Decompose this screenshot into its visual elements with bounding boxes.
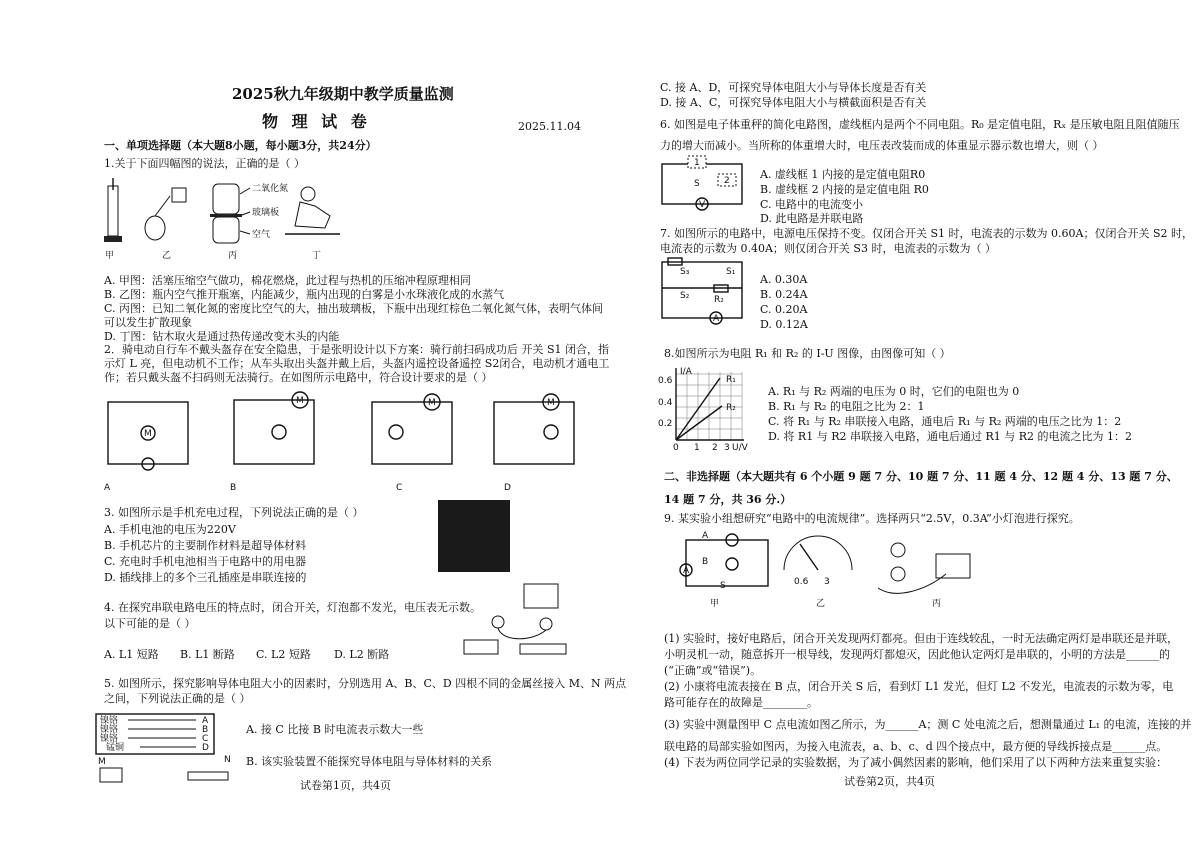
wire-material: 镍铬: [100, 734, 119, 744]
q5-option-d: D. 接 A、C，可探究导体电阻大小与横截面积是否有关: [660, 96, 927, 109]
q9-part1-line2: 小明灵机一动，随意拆开一根导线，发现两灯都熄灭，因此他认定两灯是串联的，小明的方法是______的: [664, 648, 1170, 661]
q9-part2-line2: 路可能存在的故障是________。: [664, 696, 818, 709]
charging-photo: [438, 500, 510, 572]
q1-fig-label: 丙: [228, 251, 238, 261]
svg-text:S: S: [720, 581, 726, 591]
q8-option-b: B. R₁ 与 R₂ 的电阻之比为 2：1: [768, 400, 925, 413]
q3-option-a: A. 手机电池的电压为220V: [104, 523, 236, 536]
q1-option-a: A. 甲图：活塞压缩空气做功，棉花燃烧，此过程与热机的压缩冲程原理相同: [104, 274, 471, 287]
q4-option-b: B. L1 断路: [180, 648, 235, 661]
svg-text:S: S: [694, 179, 700, 189]
q2-option-label: A: [104, 483, 111, 493]
circuit-a: [108, 402, 188, 470]
q9-part2-line1: (2) 小康将电流表接在 B 点，闭合开关 S 后，看到灯 L1 发光，但灯 L2 不发光，电流表的示数为零，电: [664, 680, 1174, 693]
q1-option-c-cont: 可以发生扩散现象: [104, 316, 192, 329]
q5-option-b: B. 该实验装置不能探究导体电阻与导体材料的关系: [246, 755, 493, 768]
q9-part4: (4) 下表为两位同学记录的实验数据，为了减小偶然因素的影响，他们采用了以下两种方法来重复实验：: [664, 756, 1168, 769]
q8-stem: 8.如图所示为电阻 R₁ 和 R₂ 的 I-U 图像，由图像可知（ ）: [664, 347, 951, 360]
q9-ammeter-yi: [784, 536, 852, 587]
q6-option-a: A. 虚线框 1 内接的是定值电阻R0: [760, 168, 926, 181]
wire-material: 镍铬: [100, 725, 119, 735]
q3-option-b: B. 手机芯片的主要制作材料是超导体材料: [104, 539, 307, 552]
q1-fig-label: 甲: [105, 251, 115, 261]
svg-text:A: A: [713, 314, 720, 324]
x-tick-label: 3: [724, 443, 730, 453]
q5-option-a: A. 接 C 比接 B 时电流表示数大一些: [246, 723, 424, 736]
q9-part3-line2: 联电路的局部实验如图丙，为接入电流表，a、b、c、d 四个接点中，最方便的导线拆接点是______点。: [664, 740, 1168, 753]
svg-text:3: 3: [824, 577, 830, 587]
wire-material: 锰铜: [106, 743, 125, 753]
svg-text:A: A: [683, 566, 690, 576]
q5-line1: 5. 如图所示，探究影响导体电阻大小的因素时，分别选用 A、B、C、D 四根不同的金属丝接入 M、N 两点: [104, 677, 627, 690]
q1-fig-label: 丁: [312, 251, 322, 261]
section-two-heading: 二、非选择题（本大题共有 6 个小题 9 题 7 分、10 题 7 分、11 题 4 分、12 题 4 分、13 题 7 分、: [664, 470, 1178, 483]
q7-option-d: D. 0.12A: [760, 318, 808, 331]
q1-fig-tag: 二氧化氮: [252, 184, 289, 194]
q1-option-c: C. 丙图：已知二氧化氮的密度比空气的大，抽出玻璃板，下瓶中出现红棕色二氧化氮气体，表明气体间: [104, 302, 604, 315]
q9-fig-label: 甲: [710, 599, 720, 609]
q9-part1-line3: (“正确”或“错误”)。: [664, 664, 762, 677]
x-tick-label: 2: [712, 443, 718, 453]
page-one-footer: 试卷第1页，共4页: [300, 779, 391, 792]
q2-line1: 2．骑电动自行车不戴头盔存在安全隐患，于是张明设计以下方案：骑行前扫码成功后 开关 S1 闭合，指: [104, 343, 610, 356]
svg-text:V: V: [699, 200, 706, 210]
page-two-footer: 试卷第2页，共4页: [844, 775, 935, 788]
x-axis-label: U/V: [732, 443, 748, 453]
wire-tag: B: [202, 725, 209, 735]
q2-circuits: [104, 394, 584, 494]
y-axis-label: I/A: [680, 367, 692, 377]
q8-option-d: D. 将 R1 与 R2 串联接入电路，通电后通过 R1 与 R2 的电流之比为 1：2: [768, 430, 1133, 443]
q4-option-a: A. L1 短路: [104, 648, 159, 661]
section-one-heading: 一、单项选择题（本大题8小题，每小题3分，共24分）: [104, 139, 377, 152]
q1-option-d: D. 丁图：钻木取火是通过热传递改变木头的内能: [104, 330, 340, 343]
q1-fig-tag: 玻璃板: [252, 208, 280, 218]
circuit-b: [234, 392, 314, 464]
q1-stem: 1.关于下面四幅图的说法，正确的是（ ）: [104, 157, 305, 170]
q2-option-label: C: [396, 483, 403, 493]
series-label: R₂: [726, 403, 736, 413]
svg-text:M: M: [547, 398, 555, 408]
exam-date: 2025.11.04: [518, 120, 581, 133]
svg-text:M: M: [144, 429, 152, 439]
q1-option-b: B. 乙图：瓶内空气推开瓶塞，内能减少，瓶内出现的白雾是小水珠液化成的水蒸气: [104, 288, 505, 301]
q4-option-d: D. L2 断路: [334, 648, 390, 661]
q1-fig-label: 乙: [162, 251, 172, 261]
q6-circuit: [658, 154, 754, 216]
svg-text:1: 1: [694, 158, 700, 168]
svg-text:A: A: [702, 531, 709, 541]
q9-stem: 9. 某实验小组想研究“电路中的电流规律”。选择两只“2.5V，0.3A”小灯泡进行探究。: [664, 512, 1080, 525]
q2-option-label: B: [230, 483, 237, 493]
q7-line1: 7. 如图所示的电路中，电源电压保持不变。仅闭合开关 S1 时，电流表的示数为 0.60A；仅闭合开关 S2 时，: [660, 227, 1193, 240]
q2-line2: 示灯 L 亮，但电动机不工作；从车头取出头盔并戴上后，头盔内遥控设备遥控 S2闭合，电动机才通电工: [104, 357, 610, 370]
q7-circuit: [658, 258, 754, 324]
q4-line1: 4. 在探究串联电路电压的特点时，闭合开关，灯泡都不发光，电压表无示数。: [104, 601, 481, 614]
wire-tag: A: [202, 716, 209, 726]
q2-option-label: D: [504, 483, 511, 493]
q6-line2: 力的增大而减小。当所称的体重增大时，电压表改装而成的体重显示器示数也增大，则（ ）: [660, 139, 1104, 152]
q5-wire-board: [92, 712, 234, 784]
q9-circuit-jia: [680, 531, 768, 591]
q7-option-c: C. 0.20A: [760, 303, 808, 316]
q4-option-c: C. L2 短路: [256, 648, 311, 661]
q3-option-c: C. 充电时手机电池相当于电路中的用电器: [104, 555, 307, 568]
series-line-r2: [676, 406, 722, 440]
q9-circuit-bing: [878, 543, 970, 593]
q1-fig-tag: 空气: [252, 230, 271, 240]
wire-tag: C: [202, 734, 209, 744]
svg-text:R₂: R₂: [714, 295, 724, 305]
q4-apparatus: [462, 582, 572, 664]
q9-figures: [676, 530, 1006, 614]
q1-figures: [100, 176, 370, 266]
q7-option-a: A. 0.30A: [760, 273, 808, 286]
q9-part3-line1: (3) 实验中测量图甲 C 点电流如图乙所示，为______A；测 C 处电流之后，想测量通过 L₁ 的电流，连接的并: [664, 718, 1192, 731]
q5-line2: 之间，下列说法正确的是（ ）: [104, 692, 251, 705]
svg-text:0.6: 0.6: [794, 577, 809, 587]
section-two-heading-cont: 14 题 7 分，共 36 分.）: [664, 493, 792, 506]
y-tick-label: 0.6: [658, 376, 673, 386]
svg-text:S₂: S₂: [680, 291, 690, 301]
point-label: M: [98, 757, 106, 767]
q6-option-d: D. 此电路是并联电路: [760, 212, 864, 225]
q9-part1-line1: (1) 实验时，接好电路后，闭合开关发现两灯都亮。但由于连线较乱，一时无法确定两灯是串联还是并联，: [664, 632, 1179, 645]
q4-line2: 以下可能的是（ ）: [104, 617, 196, 630]
series-label: R₁: [726, 375, 736, 385]
circuit-d: [494, 394, 574, 464]
svg-text:M: M: [296, 396, 304, 406]
svg-text:B: B: [702, 557, 709, 567]
q2-line3: 作；若只戴头盔不扫码则无法骑行。在如图所示电路中，符合设计要求的是（ ）: [104, 371, 493, 384]
svg-text:S₃: S₃: [680, 267, 690, 277]
page-two: [600, 0, 1200, 847]
point-label: N: [224, 755, 231, 765]
x-tick-label: 1: [694, 443, 700, 453]
q9-fig-label: 丙: [932, 599, 942, 609]
q3-stem: 3. 如图所示是手机充电过程，下列说法正确的是（ ）: [104, 506, 364, 519]
q7-line2: 电流表的示数为 0.40A；则仅闭合开关 S3 时，电流表的示数为（ ）: [660, 242, 996, 255]
x-tick-label: 0: [673, 443, 679, 453]
q9-fig-label: 乙: [816, 599, 826, 609]
q6-line1: 6. 如图是电子体重秤的简化电路图，虚线框内是两个不同电阻。R₀ 是定值电阻，Rₓ 是压敏电阻且阻值随压: [660, 118, 1180, 131]
wire-tag: D: [202, 743, 209, 753]
svg-text:2: 2: [724, 176, 730, 186]
q6-option-c: C. 电路中的电流变小: [760, 198, 864, 211]
y-tick-label: 0.4: [658, 398, 673, 408]
q3-option-d: D. 插线排上的多个三孔插座是串联连接的: [104, 571, 307, 584]
circuit-c: [372, 394, 452, 464]
y-tick-label: 0.2: [658, 419, 673, 429]
q8-option-c: C. 将 R₁ 与 R₂ 串联接入电路，通电后 R₁ 与 R₂ 两端的电压之比为 1：2: [768, 415, 1122, 428]
exam-title: 2025秋九年级期中教学质量监测: [232, 85, 454, 103]
q5-option-c: C. 接 A、D，可探究导体电阻大小与导体长度是否有关: [660, 81, 927, 94]
q6-option-b: B. 虚线框 2 内接的是定值电阻 R0: [760, 183, 929, 196]
q7-option-b: B. 0.24A: [760, 288, 808, 301]
svg-text:M: M: [428, 398, 436, 408]
wire-material: 镍铬: [100, 716, 119, 726]
svg-text:S₁: S₁: [726, 267, 736, 277]
q8-iu-chart: [658, 364, 754, 453]
subject-title: 物 理 试 卷: [262, 112, 371, 131]
q8-option-a: A. R₁ 与 R₂ 两端的电压为 0 时，它们的电阻也为 0: [768, 385, 1020, 398]
